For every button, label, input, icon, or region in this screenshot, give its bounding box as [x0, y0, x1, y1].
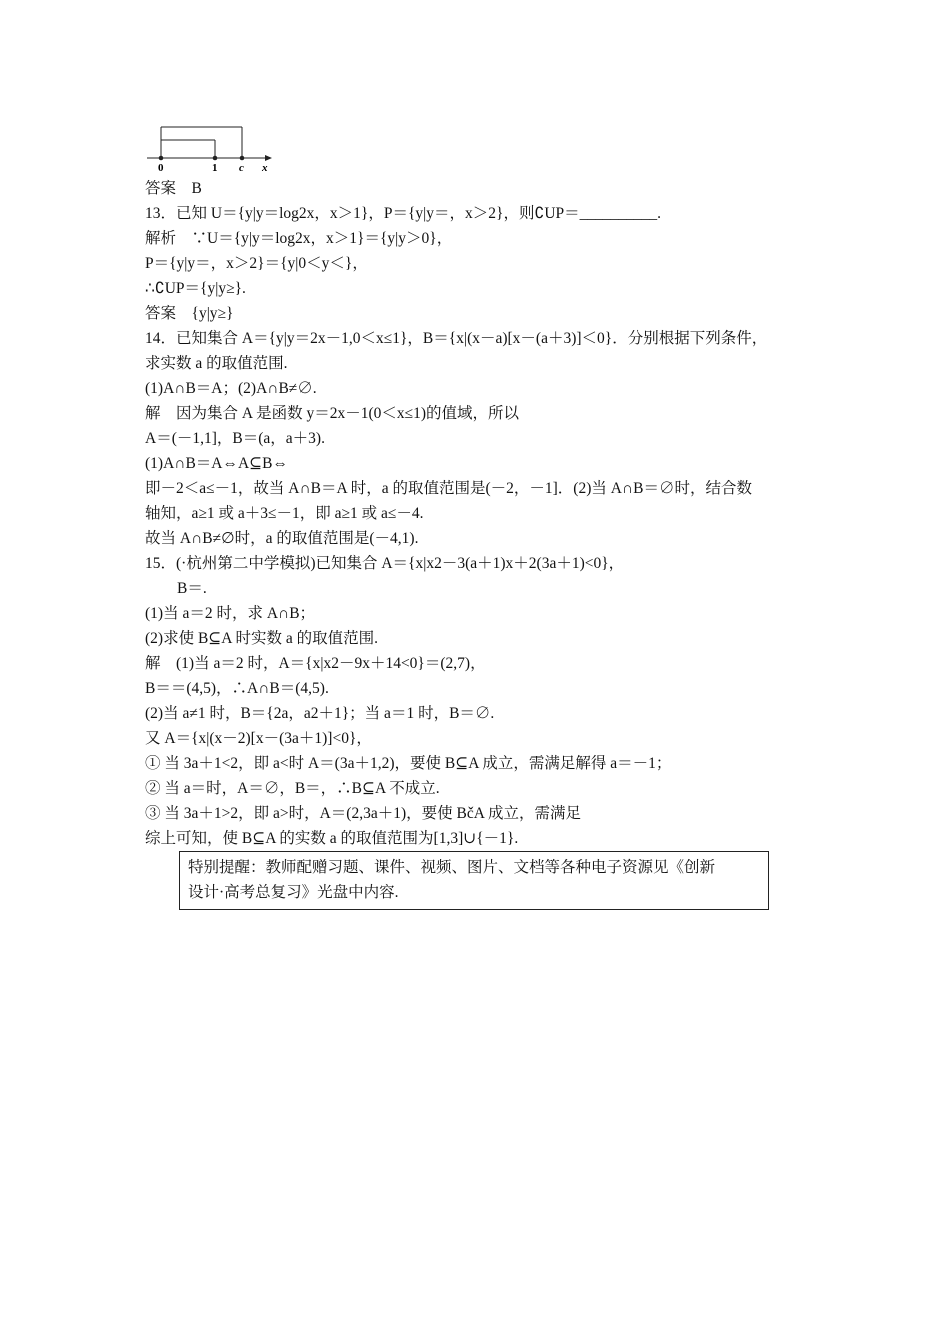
text-line: (1)A∩B＝A⇔A⊆B⇔ — [145, 455, 289, 472]
point-one — [213, 156, 218, 161]
text-line: 求实数 a 的取值范围. — [145, 355, 288, 372]
text-line: 解 (1)当 a＝2 时，A＝{x|x2－9x＋14<0}＝(2,7)， — [145, 655, 486, 672]
text-line: 综上可知，使 B⊆A 的实数 a 的取值范围为[1,3]∪{－1}. — [145, 830, 519, 847]
text-line: 即－2＜a≤－1，故当 A∩B＝A 时，a 的取值范围是(－2，－1]．(2)当 A∩B＝∅时，结合数 — [145, 480, 752, 497]
text-line: 故当 A∩B≠∅时，a 的取值范围是(－4,1). — [145, 530, 419, 547]
text-line: B＝. — [177, 580, 207, 597]
text-line: ③ 当 3a＋1>2，即 a>时，A＝(2,3a＋1)，要使 BčA 成立，需满足 — [145, 805, 581, 822]
text-line: (1)当 a＝2 时，求 A∩B； — [145, 605, 316, 622]
text-line: 又 A＝{x|(x－2)[x－(3a＋1)]<0}， — [145, 730, 372, 747]
text-line: ∴∁UP＝{y|y≥}. — [145, 280, 246, 297]
text-line: (2)当 a≠1 时，B＝{2a，a2＋1}；当 a＝1 时，B＝∅. — [145, 705, 495, 722]
solution-text — [145, 176, 825, 851]
tick-label-x: x — [262, 162, 268, 174]
text-line: 解 因为集合 A 是函数 y＝2x－1(0＜x≤1)的值域，所以 — [145, 405, 520, 422]
tick-label-c: c — [239, 162, 244, 174]
x-axis-arrow — [265, 155, 272, 161]
text-line: (2)求使 B⊆A 时实数 a 的取值范围. — [145, 630, 378, 647]
text-line: P＝{y|y＝，x＞2}＝{y|0＜y＜}， — [145, 255, 368, 272]
text-line: ① 当 3a＋1<2，即 a<时 A＝(3a＋1,2)，要使 B⊆A 成立，需满足解得 a＝－1； — [145, 755, 672, 772]
text-line: 13．已知 U＝{y|y＝log2x，x＞1}，P＝{y|y＝，x＞2}，则∁UP＝__________. — [145, 205, 662, 222]
tick-label-one: 1 — [212, 162, 218, 174]
text-line: 解析 ∵U＝{y|y＝log2x，x＞1}＝{y|y＞0}， — [145, 230, 453, 247]
text-line: 15．(·杭州第二中学模拟)已知集合 A＝{x|x2－3(a＋1)x＋2(3a＋1)<0}， — [145, 555, 625, 572]
notice-line: 设计·高考总复习》光盘中内容. — [188, 884, 399, 901]
text-line: 答案 {y|y≥} — [145, 305, 234, 322]
text-line: 轴知，a≥1 或 a＋3≤－1，即 a≥1 或 a≤－4. — [145, 505, 424, 522]
number-line-diagram — [145, 118, 285, 176]
notice-box — [179, 851, 769, 910]
text-line: ② 当 a＝时，A＝∅，B＝，∴B⊆A 不成立. — [145, 780, 440, 797]
notice-line: 特别提醒：教师配赠习题、课件、视频、图片、文档等各种电子资源见《创新 — [188, 859, 716, 876]
text-line: (1)A∩B＝A；(2)A∩B≠∅. — [145, 380, 317, 397]
point-zero — [159, 156, 164, 161]
text-line: A＝(－1,1]，B＝(a，a＋3). — [145, 430, 325, 447]
tick-label-zero: 0 — [158, 162, 164, 174]
number-line-svg — [145, 118, 285, 176]
text-line: B＝＝(4,5)，∴A∩B＝(4,5). — [145, 680, 329, 697]
document-page — [145, 118, 825, 910]
text-line: 14．已知集合 A＝{y|y＝2x－1,0＜x≤1}，B＝{x|(x－a)[x－(a＋3)]＜0}．分别根据下列条件， — [145, 330, 768, 347]
text-line: 答案 B — [145, 180, 202, 197]
point-c — [240, 156, 245, 161]
